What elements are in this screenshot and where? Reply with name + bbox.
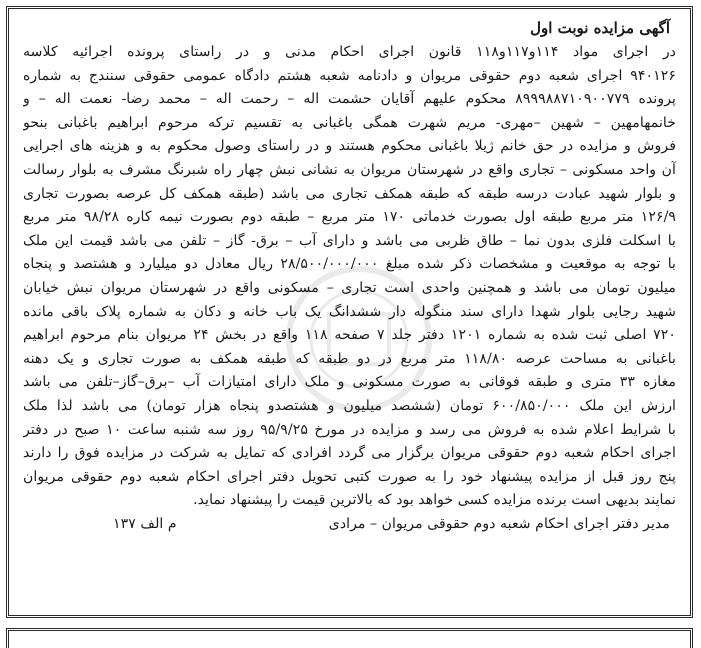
signature-text: مدیر دفتر اجرای احکام شعبه دوم حقوقی مریوان – مرادی [328,515,670,532]
notice-line: شهید رجایی بلوار شهدا دارای سند منگوله دار ششدانگ یک باب خانه و دکان به شماره پلاک باقی مانده [23,303,676,320]
notice-line: پنج روز قبل از مزایده پیشنهاد خود را به صورت کتبی تحویل دفتر اجرای احکام شعبه دوم حقوقی مریوان [23,468,676,485]
notice-frame [6,6,693,618]
next-notice-frame [6,628,693,648]
notice-line: نمایند بدیهی است برنده مزایده کسی خواهد بود که بالاترین قیمت را پیشنهاد نماید. [193,492,676,509]
notice-line: ۱۲۶/۹ متر مربع طبقه اول بصورت خدماتی ۱۷۰ متر مربع – طبقه دوم بصورت نیمه کاره ۹۸/۲۸ متر مربع [23,209,676,226]
notice-line: و بلوار شهید عبادت درسه طبقه که طبقه همکف تجاری می باشد (طبقه همکف کل عرصه بصورت تجاری [23,185,676,202]
notice-line: اجرای احکام شعبه دوم حقوقی مریوان برگزار می گردد افرادی که تمایل به شرکت در مزایده فوق را دارند [23,445,676,462]
notice-line: ارزش این ملک ۶۰۰/۸۵۰/۰۰۰ تومان (ششصد میلیون و هشتصدو پنجاه هزار تومان) می باشد لذا ملک [23,397,676,414]
notice-title: آگهی مزایده نوبت اول [530,19,670,37]
notice-line: با اسکلت فلزی بدون نما – طاق ظربی می باشد و دارای آب – برق- گاز – تلفن می باشد قیمت این ملک [23,232,676,249]
notice-body [23,41,676,513]
notice-line: میلیون تومان می باشد و همچنین واحدی است تجاری – مسکونی واقع در شهرستان مریوان نبش خیابان [23,279,676,296]
notice-line: ۹۴۰۱۲۶ اجرای شعبه دوم حقوقی مریوان و دادنامه شعبه هشتم دادگاه عمومی حقوقی سنندج به شماره [23,67,676,84]
notice-line: با توجه به موقعیت و مشخصات ذکر شده مبلغ ۲۸/۵۰۰/۰۰۰/۰۰۰ ریال معادل دو میلیارد و هشتصد و پنجاه [23,256,676,273]
notice-line: فروش و مزایده در حق خانم ژیلا باغبانی محکوم هستند و در راستای وصول محکوم به و هزینه های اجرایی [23,138,676,155]
notice-line: مغازه ۳۳ متری و طبقه فوقانی به صورت مسکونی و ملک دارای امتیازات آب –برق–گاز–تلفن می باشد [23,374,676,391]
notice-code: م الف ۱۳۷ [113,515,177,532]
notice-line: آن واحد مسکونی – تجاری واقع در شهرستان مریوان به نشانی نبش چهار راه شبرنگ مشرف به بلوار رسالت [23,161,676,178]
notice-line: ۷۲۰ اصلی ثبت شده به شماره ۱۲۰۱ دفتر جلد ۷ صفحه ۱۱۸ واقع در بخش ۲۴ مریوان بنام مرحوم ابراهیم [23,327,676,344]
notice-line: باغبانی به مساحت عرصه ۱۱۸/۸۰ متر مربع در دو طبقه که طبقه همکف به صورت تجاری و یک دهنه [23,350,676,367]
notice-line: در اجرای مواد ۱۱۴و۱۱۷و۱۱۸ قانون اجرای احکام مدنی و در راستای پرونده اجرائیه کلاسه [23,44,676,60]
notice-line: با شرایط اعلام شده به فروش می رسد و مزایده در مورخ ۹۵/۹/۲۵ روز سه شنبه ساعت ۱۰ صبح در دفتر [23,421,676,438]
notice-line: خانمهامهین – شهین –مهری- مریم شهرت همگی باغبانی به تقسیم ترکه مرحوم ابراهیم باغبانی بنحو [23,114,676,131]
notice-line: پرونده ۸۹۹۹۸۸۷۱۰۹۰۰۷۷۹ محکوم علیهم آقایان حشمت اله – رحمت اله – محمد رضا- نعمت اله – و [23,91,676,108]
notice-footer [23,513,676,535]
